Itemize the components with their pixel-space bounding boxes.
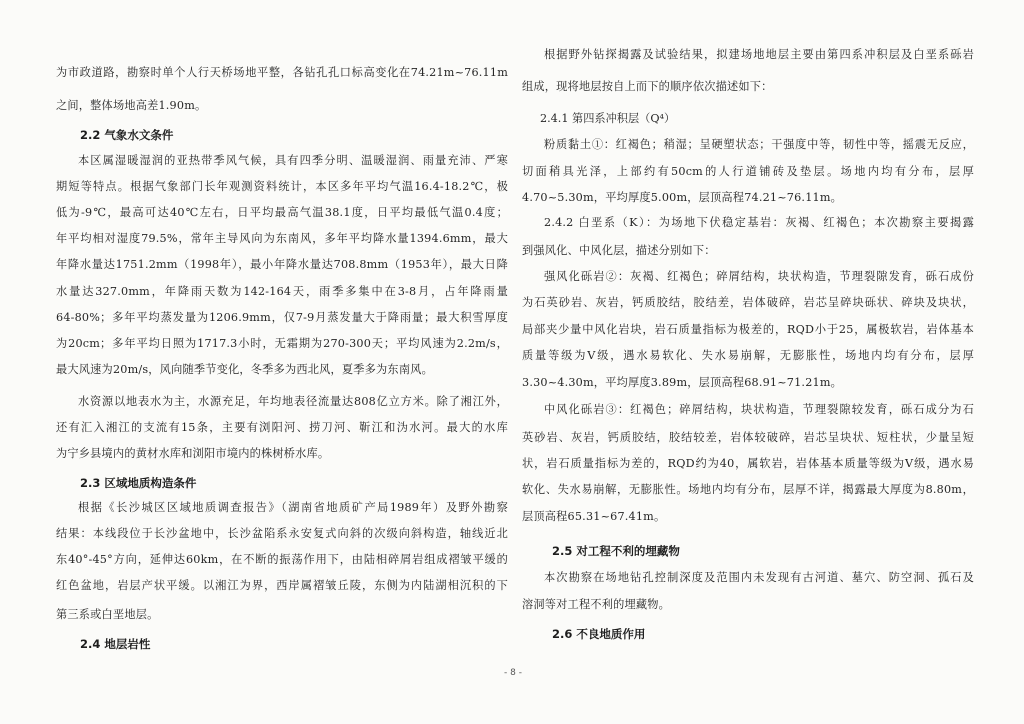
text-line: 层顶高程65.31~67.41m。 xyxy=(522,510,666,523)
text-line: 英砂岩、灰岩，钙质胶结，胶结较差，岩体较破碎，岩芯呈块状、短柱状，少量呈短 xyxy=(522,431,974,444)
text-line: 中风化砾岩③：红褐色；碎屑结构，块状构造，节理裂隙较发育，砾石成分为石 xyxy=(544,403,974,416)
text-line: 最大风速为20m/s，风向随季节变化，冬季多为西北风，夏季多为东南风。 xyxy=(56,363,433,376)
text-line: 切面稍具光泽，上部约有50cm的人行道铺砖及垫层。场地内均有分布，层厚 xyxy=(522,165,974,178)
text-line: 为宁乡县境内的黄材水库和浏阳市境内的株树桥水库。 xyxy=(56,447,330,460)
section-heading-2-4-1: 2.4.1 第四系冲积层（Q⁴） xyxy=(540,112,676,125)
text-line: 本区属湿暖湿润的亚热带季风气候，具有四季分明、温暖湿润、雨量充沛、严寒 xyxy=(78,154,508,167)
text-line: 状，岩石质量指标为差的，RQD约为40，属软岩，岩体基本质量等级为Ⅴ级，遇水易 xyxy=(522,457,974,470)
text-line: 结果：本线段位于长沙盆地中，长沙盆陷系永安复式向斜的次级向斜构造，轴线近北 xyxy=(56,527,508,540)
section-heading-2-6: 2.6 不良地质作用 xyxy=(552,627,646,641)
section-heading-2-4-2: 2.4.2 白垩系（K）：为场地下伏稳定基岩：灰褐、红褐色；本次勘察主要揭露 xyxy=(544,216,974,229)
text-line: 低为-9℃，最高可达40℃左右，日平均最高气温38.1度，日平均最低气温0.4度； xyxy=(56,206,508,219)
text-line: 强风化砾岩②：灰褐、红褐色；碎屑结构，块状构造，节理裂隙发育，砾石成份 xyxy=(544,270,974,283)
text-line: 水资源以地表水为主，水源充足，年均地表径流量达808亿立方米。除了湘江外， xyxy=(78,395,508,408)
text-line: 水量达327.0mm，年降雨天数为142-164天，雨季多集中在3-8月，占年降雨量 xyxy=(56,285,508,298)
text-line: 4.70~5.30m，平均厚度5.00m，层顶高程74.21~76.11m。 xyxy=(522,191,843,204)
text-line: 之间，整体场地高差1.90m。 xyxy=(56,99,207,112)
text-line: 根据野外钻探揭露及试验结果，拟建场地地层主要由第四系冲积层及白垩系砾岩 xyxy=(544,48,974,61)
page-number: - 8 - xyxy=(504,668,522,678)
section-heading-2-2: 2.2 气象水文条件 xyxy=(80,128,174,142)
text-line: 64-80%；多年平均蒸发量为1206.9mm，仅7-9月蒸发量大于降雨量；最大积雪厚度 xyxy=(56,311,508,324)
section-heading-2-3: 2.3 区域地质构造条件 xyxy=(80,476,197,490)
text-line: 粉质黏土①：红褐色；稍湿；呈硬塑状态；干强度中等，韧性中等，摇震无反应， xyxy=(544,138,974,151)
text-line: 期短等特点。根据气象部门长年观测资料统计，本区多年平均气温16.4-18.2℃，极 xyxy=(56,180,508,193)
text-line: 根据《长沙城区区域地质调查报告》（湖南省地质矿产局1989年）及野外勘察 xyxy=(78,501,508,514)
text-line: 东40°-45°方向，延伸达60km，在不断的振荡作用下，由陆相碎屑岩组成褶皱平缓的 xyxy=(56,553,508,566)
text-line: 还有汇入湘江的支流有15条，主要有浏阳河、捞刀河、靳江和沩水河。最大的水库 xyxy=(56,421,508,434)
text-line: 局部夹少量中风化岩块，岩石质量指标为极差的，RQD小于25，属极软岩，岩体基本 xyxy=(522,323,974,336)
text-line: 组成，现将地层按自上而下的顺序依次描述如下： xyxy=(522,80,773,93)
text-line: 为石英砂岩、灰岩，钙质胶结，胶结差，岩体破碎，岩芯呈碎块砾状、碎块及块状， xyxy=(522,296,974,309)
text-line: 本次勘察在场地钻孔控制深度及范围内未发现有古河道、墓穴、防空洞、孤石及 xyxy=(544,571,974,584)
text-line: 溶洞等对工程不利的埋藏物。 xyxy=(522,598,671,611)
text-line: 年降水量达1751.2mm（1998年），最小年降水量达708.8mm（1953年），最大日降 xyxy=(56,258,508,271)
text-line: 年平均相对湿度79.5%，常年主导风向为东南风，多年平均降水量1394.6mm，最大 xyxy=(56,232,508,245)
text-line: 到强风化、中风化层，描述分别如下： xyxy=(522,244,716,257)
text-line: 软化、失水易崩解，无膨胀性。场地内均有分布，层厚不详，揭露最大厚度为8.80m， xyxy=(522,483,974,496)
section-heading-2-4: 2.4 地层岩性 xyxy=(80,637,151,651)
text-line: 质量等级为Ⅴ级，遇水易软化、失水易崩解，无膨胀性，场地内均有分布，层厚 xyxy=(522,349,974,362)
text-line: 为20cm；多年平均日照为1717.3小时，无霜期为270-300天；平均风速为2.2m/s， xyxy=(56,337,508,350)
text-line: 红色盆地，岩层产状平缓。以湘江为界，西岸属褶皱丘陵，东侧为内陆湖相沉积的下 xyxy=(56,579,508,592)
text-line: 第三系或白垩地层。 xyxy=(56,608,159,621)
section-heading-2-5: 2.5 对工程不利的埋藏物 xyxy=(552,544,680,558)
text-line: 为市政道路，勘察时单个人行天桥场地平整，各钻孔孔口标高变化在74.21m~76.11m xyxy=(56,66,508,79)
text-line: 3.30~4.30m，平均厚度3.89m，层顶高程68.91~71.21m。 xyxy=(522,376,843,389)
